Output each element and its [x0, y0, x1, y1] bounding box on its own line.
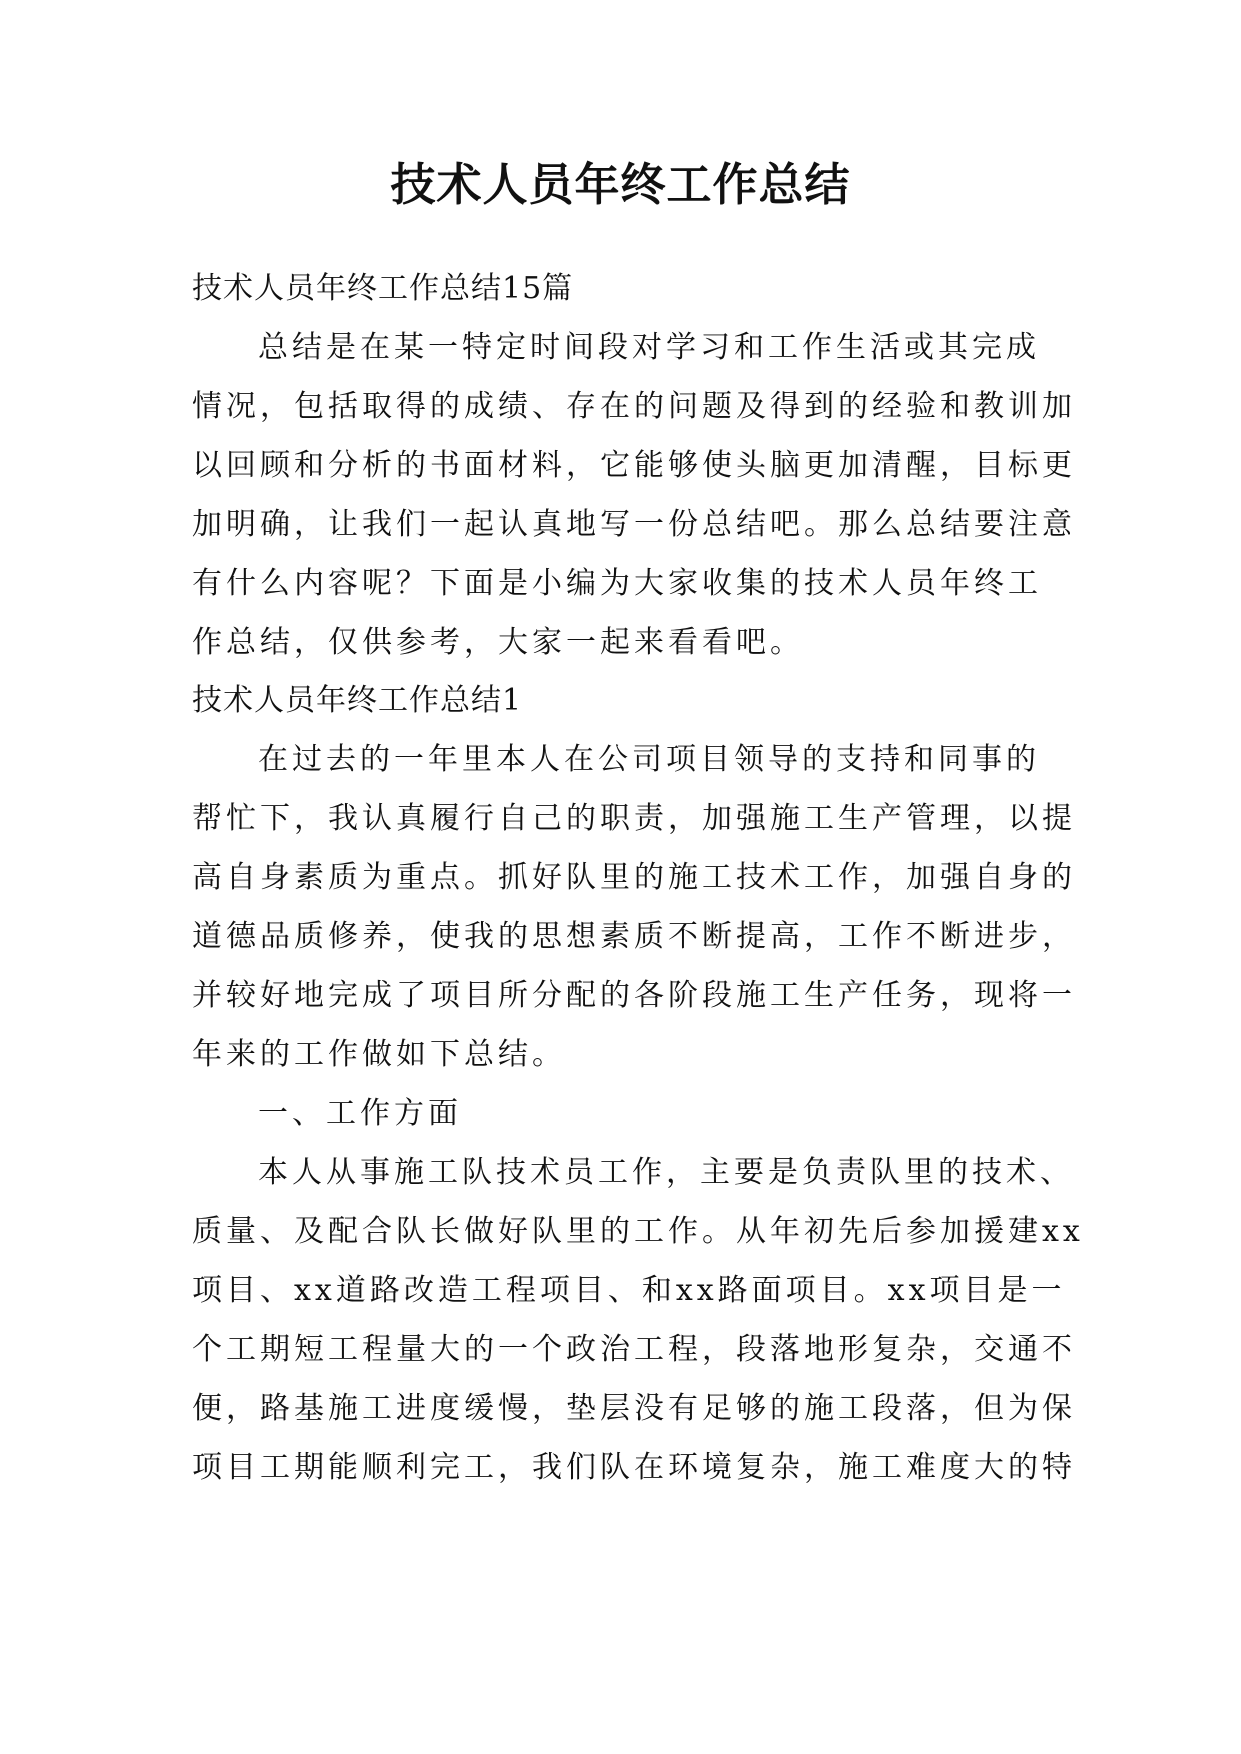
document-title: 技术人员年终工作总结: [390, 158, 851, 211]
document-body: [192, 259, 1076, 672]
paragraph-line: 便，路基施工进度缓慢，垫层没有足够的施工段落，但为保: [192, 1391, 1076, 1426]
section-1-paragraph-1: [192, 730, 1076, 1084]
paragraph-line: 本人从事施工队技术员工作，主要是负责队里的技术、: [258, 1155, 1074, 1190]
paragraph-line: 加明确，让我们一起认真地写一份总结吧。那么总结要注意: [192, 507, 1076, 542]
paragraph-line: 年来的工作做如下总结。: [192, 1037, 566, 1072]
paragraph-line: 项目工期能顺利完工，我们队在环境复杂，施工难度大的特: [192, 1450, 1076, 1485]
paragraph-line: 帮忙下，我认真履行自己的职责，加强施工生产管理，以提: [192, 801, 1076, 836]
paragraph-line: 总结是在某一特定时间段对学习和工作生活或其完成: [258, 330, 1040, 365]
document-subtitle: 技术人员年终工作总结15篇: [192, 271, 574, 306]
paragraph-line: 质量、及配合队长做好队里的工作。从年初先后参加援建xx: [192, 1214, 1084, 1249]
section-heading: 技术人员年终工作总结1: [192, 683, 523, 718]
paragraph-line: 道德品质修养，使我的思想素质不断提高，工作不断进步，: [192, 919, 1076, 954]
paragraph-line: 以回顾和分析的书面材料，它能够使头脑更加清醒，目标更: [192, 448, 1076, 483]
paragraph-line: 在过去的一年里本人在公司项目领导的支持和同事的: [258, 742, 1040, 777]
paragraph-line: 并较好地完成了项目所分配的各阶段施工生产任务，现将一: [192, 978, 1076, 1013]
section-1: [192, 671, 1084, 1497]
paragraph-line: 个工期短工程量大的一个政治工程，段落地形复杂，交通不: [192, 1332, 1076, 1367]
intro-paragraph: [192, 318, 1076, 672]
section-1-paragraph-2: [192, 1143, 1084, 1497]
sub-heading: 一、工作方面: [258, 1096, 462, 1131]
paragraph-line: 高自身素质为重点。抓好队里的施工技术工作，加强自身的: [192, 860, 1076, 895]
paragraph-line: 情况，包括取得的成绩、存在的问题及得到的经验和教训加: [192, 389, 1076, 424]
paragraph-line: 作总结，仅供参考，大家一起来看看吧。: [192, 625, 804, 660]
paragraph-line: 项目、xx道路改造工程项目、和xx路面项目。xx项目是一: [192, 1273, 1066, 1308]
paragraph-line: 有什么内容呢？下面是小编为大家收集的技术人员年终工: [192, 566, 1042, 601]
